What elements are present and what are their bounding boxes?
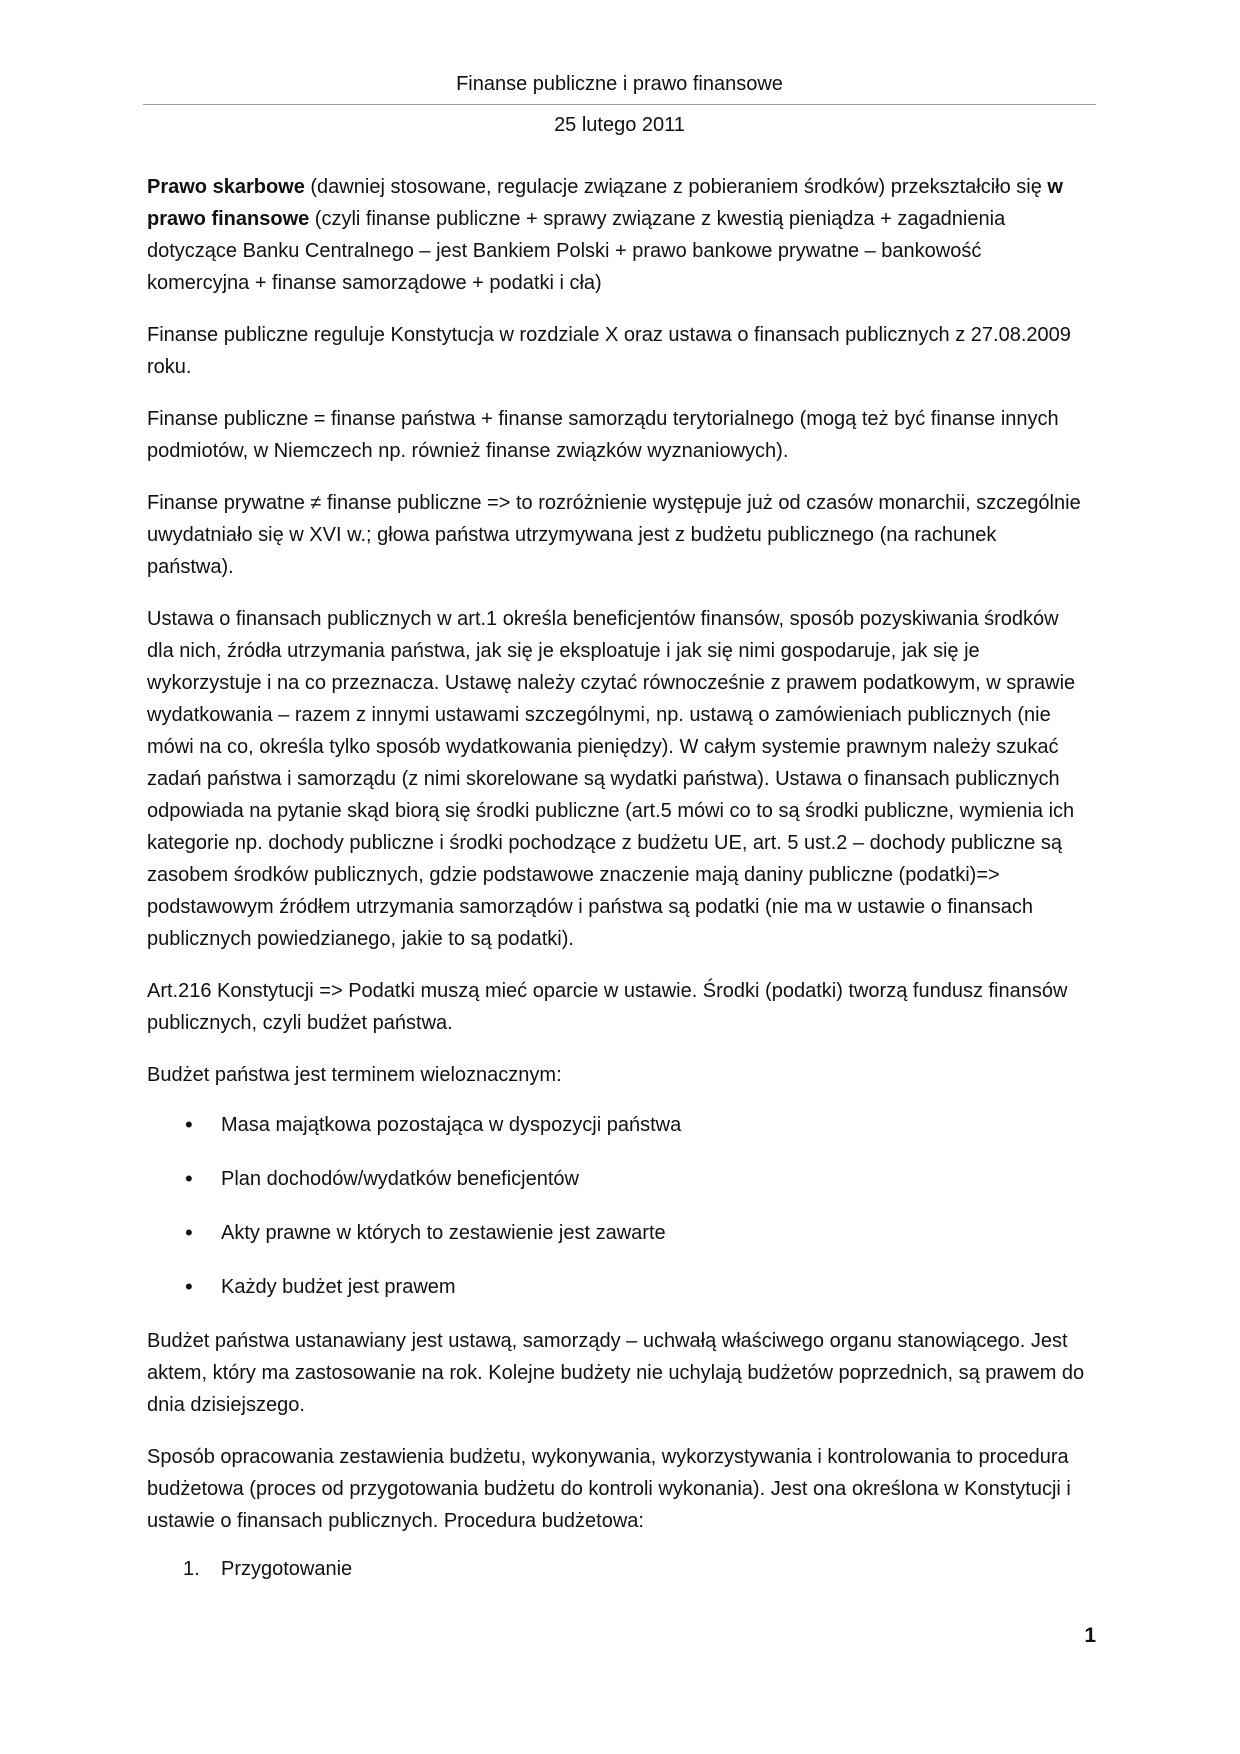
paragraph-ustawa: Ustawa o finansach publicznych w art.1 określa beneficjentów finansów, sposób pozyskiwania środków dla nich, źródła utrzymania państwa, jak się je eksploatuje i jak się nimi gospodaruje, jak się je wykorzystuje i na co przeznacza. Ustawę należy czytać równocześnie z prawem podatkowym, w sprawie wydatkowania – razem z innymi ustawami szczególnymi, np. ustawą o zamówieniach publicznych (nie mówi na co, określa tylko sposób wydatkowania pieniędzy). W całym systemie prawnym należy szukać zadań państwa i samorządu (z nimi skorelowane są wydatki państwa). Ustawa o finansach publicznych odpowiada na pytanie skąd biorą się środki publiczne (art.5 mówi co to są środki publiczne, wymienia ich kategorie np. dochody publiczne i środki pochodzące z budżetu UE, art. 5 ust.2 – dochody publiczne są zasobem środków publicznych, gdzie podstawowe znaczenie mają daniny publiczne (podatki)=> podstawowym źródłem utrzymania samorządów i państwa są podatki (nie ma w ustawie o finansach publicznych powiedzianego, jakie to są podatki). [147,608,1076,950]
document-date: 25 lutego 2011 [554,114,685,136]
list-item [147,1553,1087,1585]
list-item: • Akty prawne w których to zestawienie jest zawarte [147,1217,1087,1249]
list-number: 1. [183,1558,200,1580]
paragraph-finanse-prywatne: Finanse prywatne ≠ finanse publiczne => to rozróżnienie występuje już od czasów monarchii, szczególnie uwydatniało się w XVI w.; głowa państwa utrzymywana jest z budżetu publicznego (na rachunek państwa). [147,492,1081,578]
paragraph-budzet-ustawa: Budżet państwa ustanawiany jest ustawą, samorządy – uchwałą właściwego organu stanowiącego. Jest aktem, który ma zastosowanie na rok. Kolejne budżety nie uchylają budżetów poprzednich, są prawem do dnia dzisiejszego. [147,1330,1085,1416]
page-number: 1 [1084,1624,1096,1647]
bold-term-prawo-finansowe: w prawo finansowe [147,176,1063,230]
list-item: • Masa majątkowa pozostająca w dyspozycji państwa [147,1109,1087,1141]
paragraph-prawo-skarbowe [147,171,1087,299]
paragraph-art216: Art.216 Konstytucji => Podatki muszą mieć oparcie w ustawie. Środki (podatki) tworzą fundusz finansów publicznych, czyli budżet państwa. [147,980,1068,1034]
document-header-title: Finanse publiczne i prawo finansowe [143,70,1096,105]
paragraph-text: (czyli finanse publiczne + sprawy związane z kwestią pieniądza + zagadnienia dotyczące Banku Centralnego – jest Bankiem Polski + prawo bankowe prywatne – bankowość komercyjna + finanse samorządowe + podatki i cła) [147,208,1006,294]
paragraph-finanse-publiczne: Finanse publiczne = finanse państwa + finanse samorządu terytorialnego (mogą też być finanse innych podmiotów, w Niemczech np. również finanse związków wyznaniowych). [147,408,1059,462]
list-item: • Każdy budżet jest prawem [147,1271,1087,1303]
numbered-list [147,1553,1087,1585]
list-item-text: Przygotowanie [221,1558,353,1580]
document-body [147,171,1087,1585]
paragraph-konstytucja: Finanse publiczne reguluje Konstytucja w rozdziale X oraz ustawa o finansach publicznych z 27.08.2009 roku. [147,324,1071,378]
list-item: • Plan dochodów/wydatków beneficjentów [147,1163,1087,1195]
paragraph-text: (dawniej stosowane, regulacje związane z pobieraniem środków) przekształciło się [304,176,1048,198]
bullet-list [147,1109,1087,1303]
bold-term-prawo-skarbowe: Prawo skarbowe [147,176,305,198]
paragraph-budzet-wieloznaczny: Budżet państwa jest terminem wieloznacznym: [147,1064,562,1086]
paragraph-procedura-budzetowa: Sposób opracowania zestawienia budżetu, wykonywania, wykorzystywania i kontrolowania to procedura budżetowa (proces od przygotowania budżetu do kontroli wykonania). Jest ona określona w Konstytucji i ustawie o finansach publicznych. Procedura budżetowa: [147,1446,1071,1532]
